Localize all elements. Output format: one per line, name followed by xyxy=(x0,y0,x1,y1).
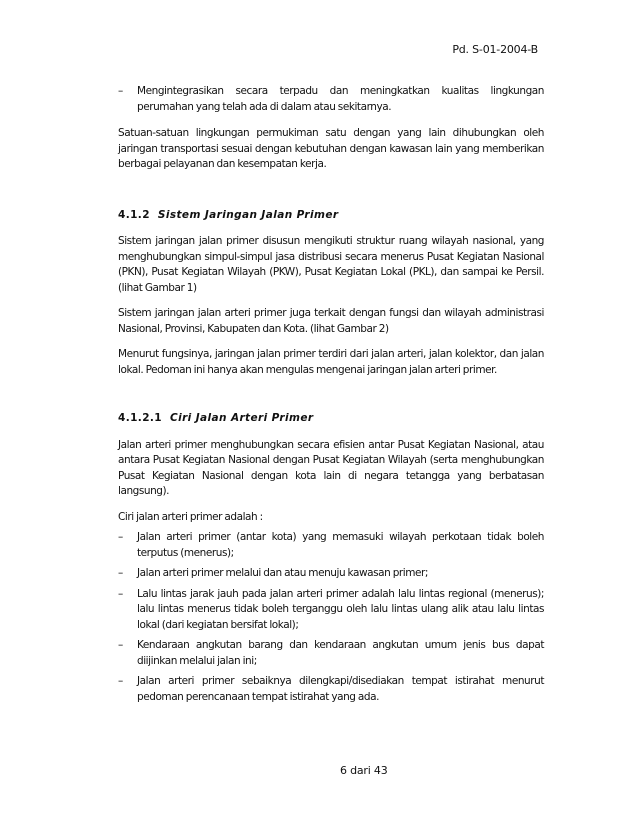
paragraph: Ciri jalan arteri primer adalah : xyxy=(118,510,263,523)
bullet-dash: – xyxy=(118,639,123,651)
list-item xyxy=(118,84,544,115)
list-item-text: Kendaraan angkutan barang dan kendaraan angkutan umum jenis bus dapat diijinkan melalui jalan ini; xyxy=(137,639,544,667)
bullet-dash: – xyxy=(118,567,123,579)
list-item-text: Jalan arteri primer sebaiknya dilengkapi/disediakan tempat istirahat menurut pedoman perencanaan tempat istirahat yang ada. xyxy=(137,675,544,703)
section-title: Ciri Jalan Arteri Primer xyxy=(170,412,314,424)
bullet-dash: – xyxy=(118,675,123,687)
paragraph: Sistem jaringan jalan arteri primer juga terkait dengan fungsi dan wilayah administrasi Nasional, Provinsi, Kabupaten dan Kota. (lihat Gambar 2) xyxy=(118,307,544,335)
list-item-text: Jalan arteri primer (antar kota) yang memasuki wilayah perkotaan tidak boleh terputus (menerus); xyxy=(137,531,544,559)
bullet-dash: – xyxy=(118,587,123,600)
section-heading xyxy=(118,208,544,224)
page-content xyxy=(118,84,544,705)
list-item-text: Jalan arteri primer melalui dan atau menuju kawasan primer; xyxy=(137,567,429,579)
section-number: 4.1.2 xyxy=(118,208,150,221)
list-item xyxy=(118,587,544,634)
section-title: Sistem Jaringan Jalan Primer xyxy=(157,208,339,221)
list-item-text: Lalu lintas jarak jauh pada jalan arteri primer adalah lalu lintas regional (menerus); lalu lintas menerus tidak boleh terganggu oleh lalu lintas ulang alik atau lalu lintas lokal (dari kegiatan bersifat lokal); xyxy=(137,587,544,631)
bullet-dash: – xyxy=(118,531,123,543)
list-item xyxy=(118,530,544,561)
paragraph: Satuan-satuan lingkungan permukiman satu dengan yang lain dihubungkan oleh jaringan transportasi sesuai dengan kebutuhan dengan kawasan lain yang memberikan berbagai pelayanan dan kesempatan kerja. xyxy=(118,127,544,170)
document-code: Pd. S-01-2004-B xyxy=(452,43,538,56)
page-number: 6 dari 43 xyxy=(340,764,388,777)
paragraph: Jalan arteri primer menghubungkan secara efisien antar Pusat Kegiatan Nasional, atau antara Pusat Kegiatan Nasional dengan Pusat Kegiatan Wilayah (serta menghubungkan Pusat Kegiatan Nasional dengan kota lain di negara tetangga yang berbatasan langsung). xyxy=(118,438,544,497)
list-item xyxy=(118,566,544,582)
paragraph: Menurut fungsinya, jaringan jalan primer terdiri dari jalan arteri, jalan kolektor, dan jalan lokal. Pedoman ini hanya akan mengulas mengenai jaringan jalan arteri primer. xyxy=(118,348,544,376)
list-item xyxy=(118,674,544,705)
bullet-dash: – xyxy=(118,85,123,97)
list-item xyxy=(118,638,544,669)
paragraph: Sistem jaringan jalan primer disusun mengikuti struktur ruang wilayah nasional, yang menghubungkan simpul-simpul jasa distribusi secara menerus Pusat Kegiatan Nasional (PKN), Pusat Kegiatan Wilayah (PKW), Pusat Kegiatan Lokal (PKL), dan sampai ke Persil. (lihat Gambar 1) xyxy=(118,235,544,294)
list-item-text: Mengintegrasikan secara terpadu dan meningkatkan kualitas lingkungan perumahan yang telah ada di dalam atau sekitarnya. xyxy=(137,85,544,113)
section-heading xyxy=(118,411,544,427)
section-number: 4.1.2.1 xyxy=(118,412,162,424)
